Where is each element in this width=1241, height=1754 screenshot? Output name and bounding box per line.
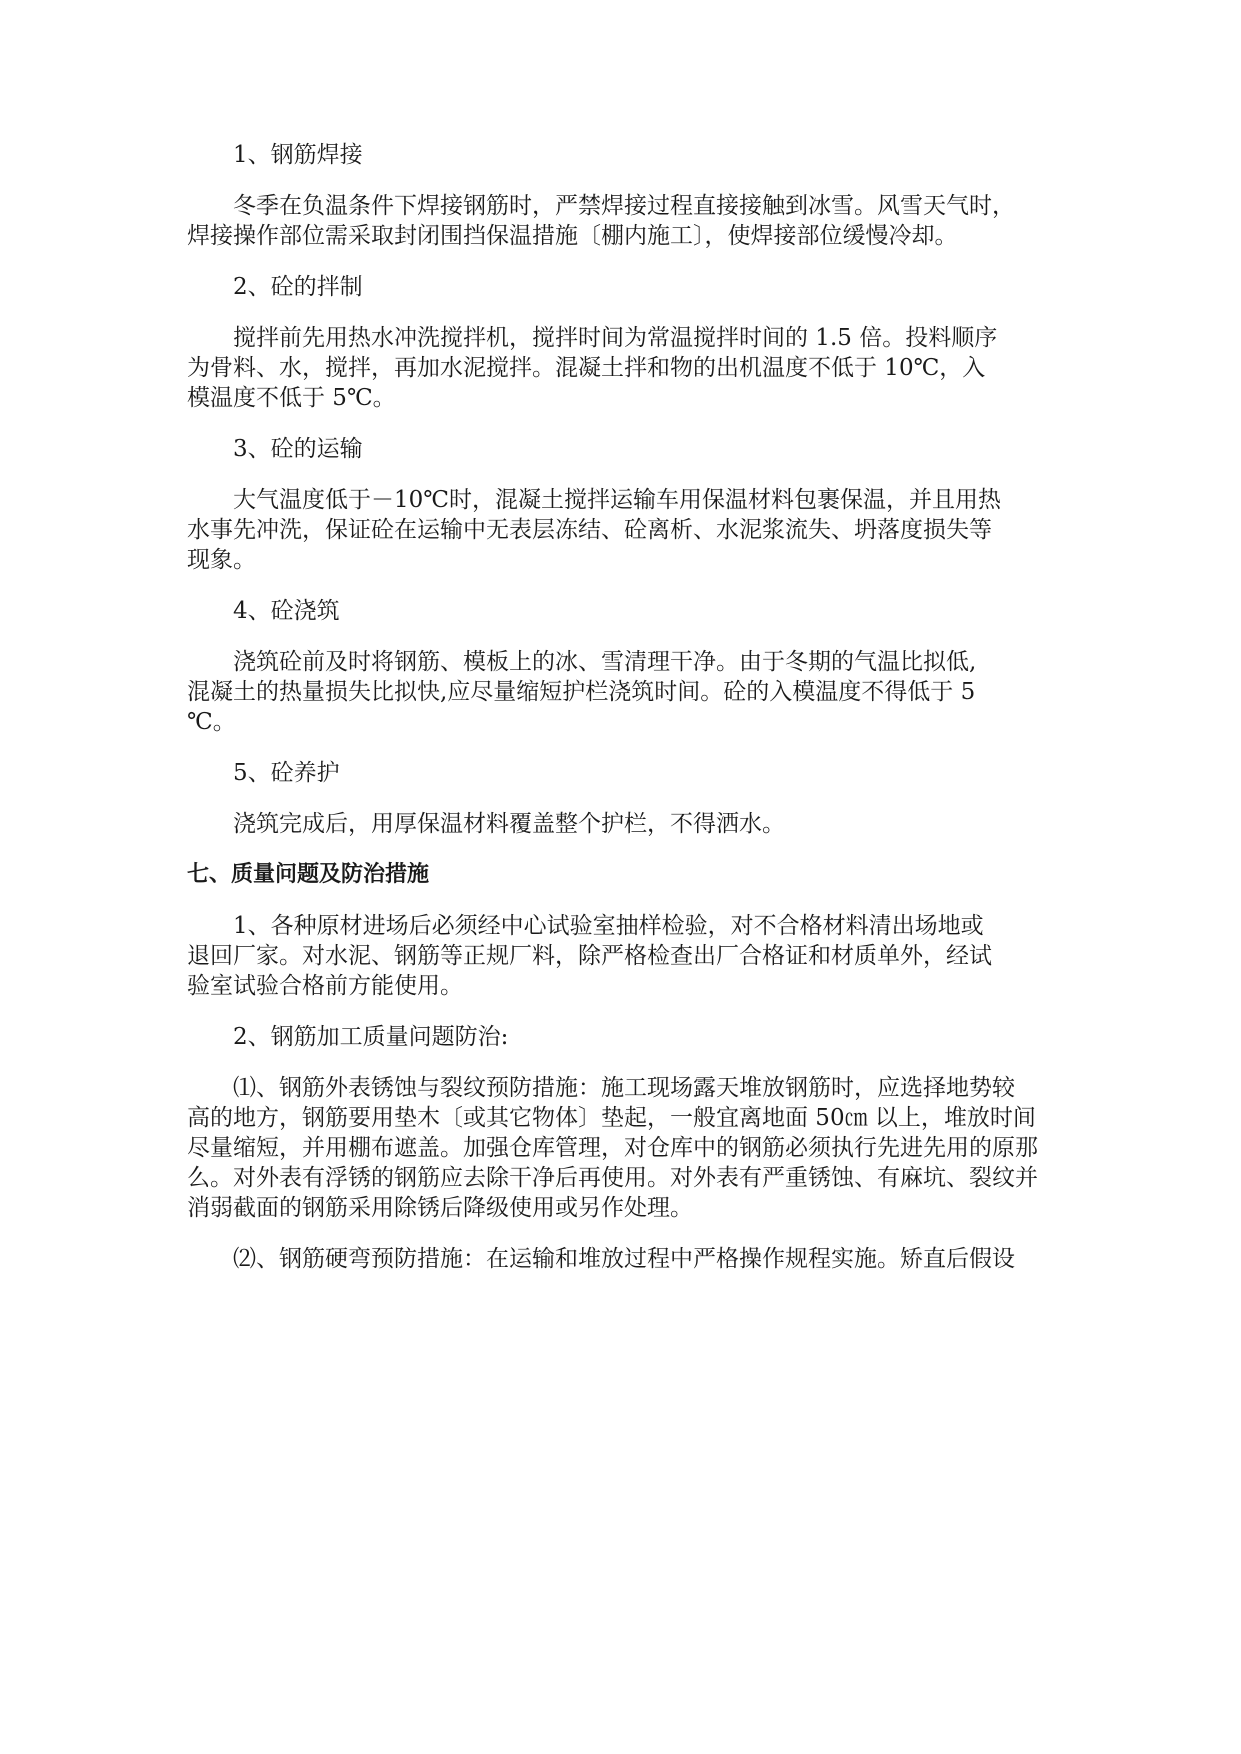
paragraph-line: 大气温度低于－10℃时，混凝土搅拌运输车用保温材料包裹保温，并且用热 bbox=[233, 487, 1001, 513]
paragraph-line: ⑵、钢筋硬弯预防措施：在运输和堆放过程中严格操作规程实施。矫直后假设 bbox=[233, 1246, 1015, 1272]
paragraph-line: ℃。 bbox=[187, 709, 236, 735]
paragraph-line: 搅拌前先用热水冲洗搅拌机，搅拌时间为常温搅拌时间的 1.5 倍。投料顺序 bbox=[233, 325, 998, 351]
paragraph-line: 浇筑砼前及时将钢筋、模板上的冰、雪清理干净。由于冬期的气温比拟低, bbox=[233, 649, 977, 675]
subsection-title: 4、砼浇筑 bbox=[233, 598, 340, 624]
subsection-title: 2、钢筋加工质量问题防治: bbox=[233, 1024, 509, 1050]
paragraph-line: 验室试验合格前方能使用。 bbox=[187, 973, 463, 999]
paragraph-line: 尽量缩短，并用棚布遮盖。加强仓库管理，对仓库中的钢筋必须执行先进先用的原那 bbox=[187, 1135, 1038, 1161]
paragraph-line: 浇筑完成后，用厚保温材料覆盖整个护栏，不得洒水。 bbox=[233, 811, 785, 837]
subsection-title: 1、钢筋焊接 bbox=[233, 142, 363, 168]
subsection-title: 3、砼的运输 bbox=[233, 436, 363, 462]
paragraph-line: 退回厂家。对水泥、钢筋等正规厂料，除严格检查出厂合格证和材质单外，经试 bbox=[187, 943, 992, 969]
paragraph-line: 消弱截面的钢筋采用除锈后降级使用或另作处理。 bbox=[187, 1195, 693, 1221]
subsection-title: 5、砼养护 bbox=[233, 760, 340, 786]
paragraph-line: 焊接操作部位需采取封闭围挡保温措施〔棚内施工〕，使焊接部位缓慢冷却。 bbox=[187, 223, 958, 249]
paragraph-line: 现象。 bbox=[187, 547, 256, 573]
paragraph-line: 模温度不低于 5℃。 bbox=[187, 385, 396, 411]
paragraph-line: 混凝土的热量损失比拟快,应尽量缩短护栏浇筑时间。砼的入模温度不得低于 5 bbox=[187, 679, 976, 705]
paragraph-line: 冬季在负温条件下焊接钢筋时，严禁焊接过程直接接触到冰雪。风雪天气时， bbox=[233, 193, 1015, 219]
document-page bbox=[187, 140, 1107, 1274]
paragraph-line: ⑴、钢筋外表锈蚀与裂纹预防措施：施工现场露天堆放钢筋时，应选择地势较 bbox=[233, 1075, 1015, 1101]
paragraph-line: 么。对外表有浮锈的钢筋应去除干净后再使用。对外表有严重锈蚀、有麻坑、裂纹并 bbox=[187, 1165, 1038, 1191]
subsection-title: 2、砼的拌制 bbox=[233, 274, 363, 300]
paragraph-line: 水事先冲洗，保证砼在运输中无表层冻结、砼离析、水泥浆流失、坍落度损失等 bbox=[187, 517, 992, 543]
paragraph-line: 为骨料、水，搅拌，再加水泥搅拌。混凝土拌和物的出机温度不低于 10℃，入 bbox=[187, 355, 986, 381]
paragraph-line: 1、各种原材进场后必须经中心试验室抽样检验，对不合格材料清出场地或 bbox=[233, 913, 984, 939]
paragraph-line: 高的地方，钢筋要用垫木〔或其它物体〕垫起，一般宜离地面 50㎝ 以上，堆放时间 bbox=[187, 1105, 1036, 1131]
section-heading: 七、质量问题及防治措施 bbox=[187, 862, 430, 887]
